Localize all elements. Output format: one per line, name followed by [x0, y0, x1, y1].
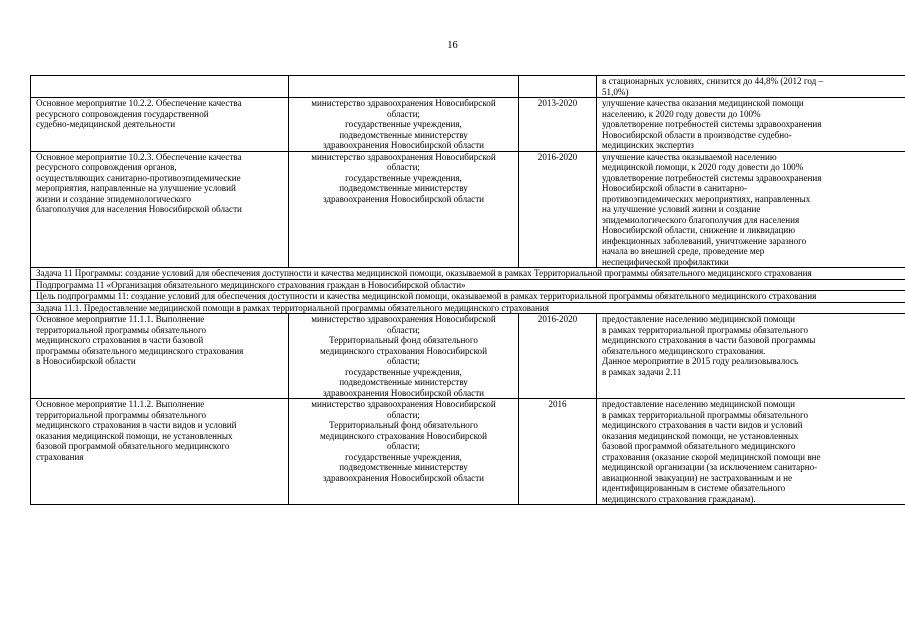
measure-cell-line: страхования [36, 451, 84, 462]
executor-cell-line: подведомственные министерству [339, 462, 468, 472]
measure-cell [31, 76, 289, 98]
result-cell-line: Новосибирской области, снижение и ликвидацию [602, 225, 796, 235]
executor-cell-line: области; [387, 409, 420, 420]
result-cell-line: идентифицированным в системе обязательного [602, 483, 786, 493]
result-cell-line: авиационной эвакуации) не застрахованным и не [602, 472, 793, 483]
measure-cell-line: жизни и создание эпидемиологического [36, 193, 192, 204]
executor-cell-line: здравоохранения Новосибирской области [322, 472, 485, 483]
executor-cell-line: министерство здравоохранения Новосибирской [311, 151, 496, 162]
executor-cell-line: подведомственные министерству [339, 183, 468, 193]
executor-cell-line: подведомственные министерству [339, 377, 468, 387]
result-cell-line: Данное мероприятие в 2015 году реализовывалось [602, 356, 799, 366]
result-cell-line: противоэпидемических мероприятиях, направленных [602, 193, 811, 204]
table-row [31, 314, 905, 399]
result-cell-line: улучшение качества оказания медицинской помощи [602, 98, 804, 108]
result-cell [597, 399, 905, 505]
result-cell-line: медицинской организации (за исключением санитарно- [602, 462, 818, 472]
term-cell: 2016-2020 [519, 314, 597, 399]
executor-cell-line: медицинского страхования Новосибирской [320, 430, 487, 441]
table-body [31, 76, 905, 505]
result-cell-line: обязательного медицинского страхования. [602, 345, 766, 356]
executor-cell-line: подведомственные министерству [339, 129, 468, 140]
executor-cell-line: области; [387, 324, 420, 335]
result-cell-line: в стационарных условиях, снизится до 44,8% (2012 год – [602, 76, 824, 86]
measure-cell-line: осуществляющих санитарно-противоэпидемические [36, 172, 241, 183]
measure-cell-line: в Новосибирской области [36, 356, 136, 366]
measure-cell-line: благополучия для населения Новосибирской области [36, 204, 242, 214]
executor-cell-line: области; [387, 162, 420, 172]
measure-cell-line: мероприятия, направленные на улучшение условий [36, 183, 236, 193]
executor-cell-line: здравоохранения Новосибирской области [322, 140, 485, 150]
section-heading-text: Подпрограмма 11 «Организация обязательного медицинского страхования граждан в Новосибирской области» [36, 279, 466, 290]
program-measures-table [30, 75, 905, 505]
executor-cell-line: государственные учреждения, [345, 119, 462, 129]
result-cell [597, 98, 905, 152]
page-number: 16 [447, 40, 458, 51]
measure-cell-line: ресурсного сопровождения органов, [36, 162, 177, 172]
measure-cell-line: Основное мероприятие 10.2.2. Обеспечение качества [36, 98, 242, 108]
measure-cell-line: Основное мероприятие 11.1.2. Выполнение [36, 399, 205, 409]
measure-cell [31, 98, 289, 152]
result-cell [597, 314, 905, 399]
executor-cell-line: Территориальный фонд обязательного [329, 420, 478, 430]
executor-cell-line: Территориальный фонд обязательного [329, 335, 478, 345]
table-row [31, 98, 905, 152]
result-cell-line: медицинского страхования в части видов и условий [602, 420, 803, 430]
result-cell-line: Новосибирской области в производстве судебно- [602, 129, 792, 140]
result-cell-line: предоставление населению медицинской помощи [602, 314, 795, 324]
measure-cell-line: Основное мероприятие 11.1.1. Выполнение [36, 314, 205, 324]
result-cell-line: 51,0%) [602, 86, 629, 97]
result-cell-line: удовлетворение потребностей системы здравоохранения [602, 172, 822, 183]
table-section-row [31, 291, 905, 303]
section-heading [31, 302, 905, 314]
executor-cell-line: здравоохранения Новосибирской области [322, 193, 485, 204]
result-cell-line: предоставление населению медицинской помощи [602, 399, 795, 409]
term-cell: 2013-2020 [519, 98, 597, 152]
measure-cell-line: территориальной программы обязательного [36, 409, 206, 420]
result-cell-line: Новосибирской области в санитарно- [602, 183, 748, 193]
result-cell-line: инфекционных заболеваний, уничтожение заразного [602, 235, 807, 246]
measure-cell [31, 314, 289, 399]
result-cell-line: в рамках территориальной программы обязательного [602, 324, 809, 335]
section-heading [31, 268, 905, 280]
table-row [31, 76, 905, 98]
result-cell-line: базовой программой обязательного медицинского [602, 441, 796, 451]
executor-cell-line: области; [387, 356, 420, 366]
result-cell-line: начала во внешней среде, проведение мер [602, 246, 765, 256]
executor-cell-line: государственные учреждения, [345, 172, 462, 183]
executor-cell-line: министерство здравоохранения Новосибирской [311, 98, 496, 108]
executor-cell-line: области; [387, 108, 420, 119]
term-cell: 2016-2020 [519, 151, 597, 268]
executor-cell-line: министерство здравоохранения Новосибирской [311, 399, 496, 409]
section-heading [31, 291, 905, 303]
section-heading-text: Цель подпрограммы 11: создание условий для обеспечения доступности и качества медицинской помощи, оказываемой в рамках территориальной программы обязательного медицинского страхования [36, 291, 817, 301]
measure-cell [31, 151, 289, 268]
result-cell-line: медицинского страхования гражданам). [602, 493, 756, 504]
result-cell-line: эпидемиологического благополучия для населения [602, 214, 800, 225]
table-section-row [31, 279, 905, 291]
result-cell-line: населению, к 2020 году довести до 100% [602, 108, 761, 119]
section-heading-text: Задача 11 Программы: создание условий для обеспечения доступности и качества медицинской помощи, оказываемой в рамках Территориальной программы обязательного медицинского страхования [36, 268, 812, 278]
result-cell-line: удовлетворение потребностей системы здравоохранения [602, 119, 822, 129]
table-section-row [31, 268, 905, 280]
term-cell [519, 76, 597, 98]
result-cell-line: страхования (оказание скорой медицинской помощи вне [602, 451, 821, 462]
measure-cell-line: Основное мероприятие 10.2.3. Обеспечение качества [36, 151, 242, 162]
result-cell [597, 151, 905, 268]
measure-cell-line: программы обязательного медицинского страхования [36, 345, 244, 356]
measure-cell-line: базовой программой обязательного медицинского [36, 441, 230, 451]
executor-cell-line: области; [387, 441, 420, 451]
result-cell-line: улучшение качества оказываемой населению [602, 151, 777, 162]
measure-cell-line: судебно-медицинской деятельности [36, 119, 176, 129]
executor-cell [289, 399, 519, 505]
result-cell-line: неспецифической профилактики [602, 256, 729, 267]
result-cell-line: на улучшение условий жизни и создание [602, 204, 761, 214]
table-row [31, 151, 905, 268]
measure-cell-line: оказания медицинской помощи, не установленных [36, 430, 233, 441]
result-cell-line: медицинской помощи, к 2020 году довести до 100% [602, 162, 804, 172]
executor-cell-line: министерство здравоохранения Новосибирской [311, 314, 496, 324]
executor-cell [289, 98, 519, 152]
result-cell-line: медицинского страхования в части базовой программы [602, 335, 816, 345]
term-cell: 2016 [519, 399, 597, 505]
table-section-row [31, 302, 905, 314]
section-heading [31, 279, 905, 291]
executor-cell [289, 314, 519, 399]
executor-cell [289, 151, 519, 268]
section-heading-text: Задача 11.1. Предоставление медицинской помощи в рамках территориальной программы обязательного медицинского страхования [36, 302, 549, 313]
result-cell-line: оказания медицинской помощи, не установленных [602, 430, 799, 441]
result-cell-line: в рамках задачи 2.11 [602, 366, 682, 377]
result-cell-line: в рамках территориальной программы обязательного [602, 409, 809, 420]
executor-cell-line: государственные учреждения, [345, 451, 462, 462]
executor-cell-line: медицинского страхования Новосибирской [320, 345, 487, 356]
executor-cell-line: государственные учреждения, [345, 366, 462, 377]
executor-cell [289, 76, 519, 98]
measure-cell-line: территориальной программы обязательного [36, 324, 206, 335]
result-cell-line: медицинских экспертиз [602, 140, 694, 150]
result-cell [597, 76, 905, 98]
measure-cell-line: медицинского страхования в части видов и условий [36, 420, 237, 430]
table-row [31, 399, 905, 505]
measure-cell-line: медицинского страхования в части базовой [36, 335, 204, 345]
measure-cell-line: ресурсного сопровождения государственной [36, 108, 209, 119]
executor-cell-line: здравоохранения Новосибирской области [322, 387, 485, 398]
measure-cell [31, 399, 289, 505]
